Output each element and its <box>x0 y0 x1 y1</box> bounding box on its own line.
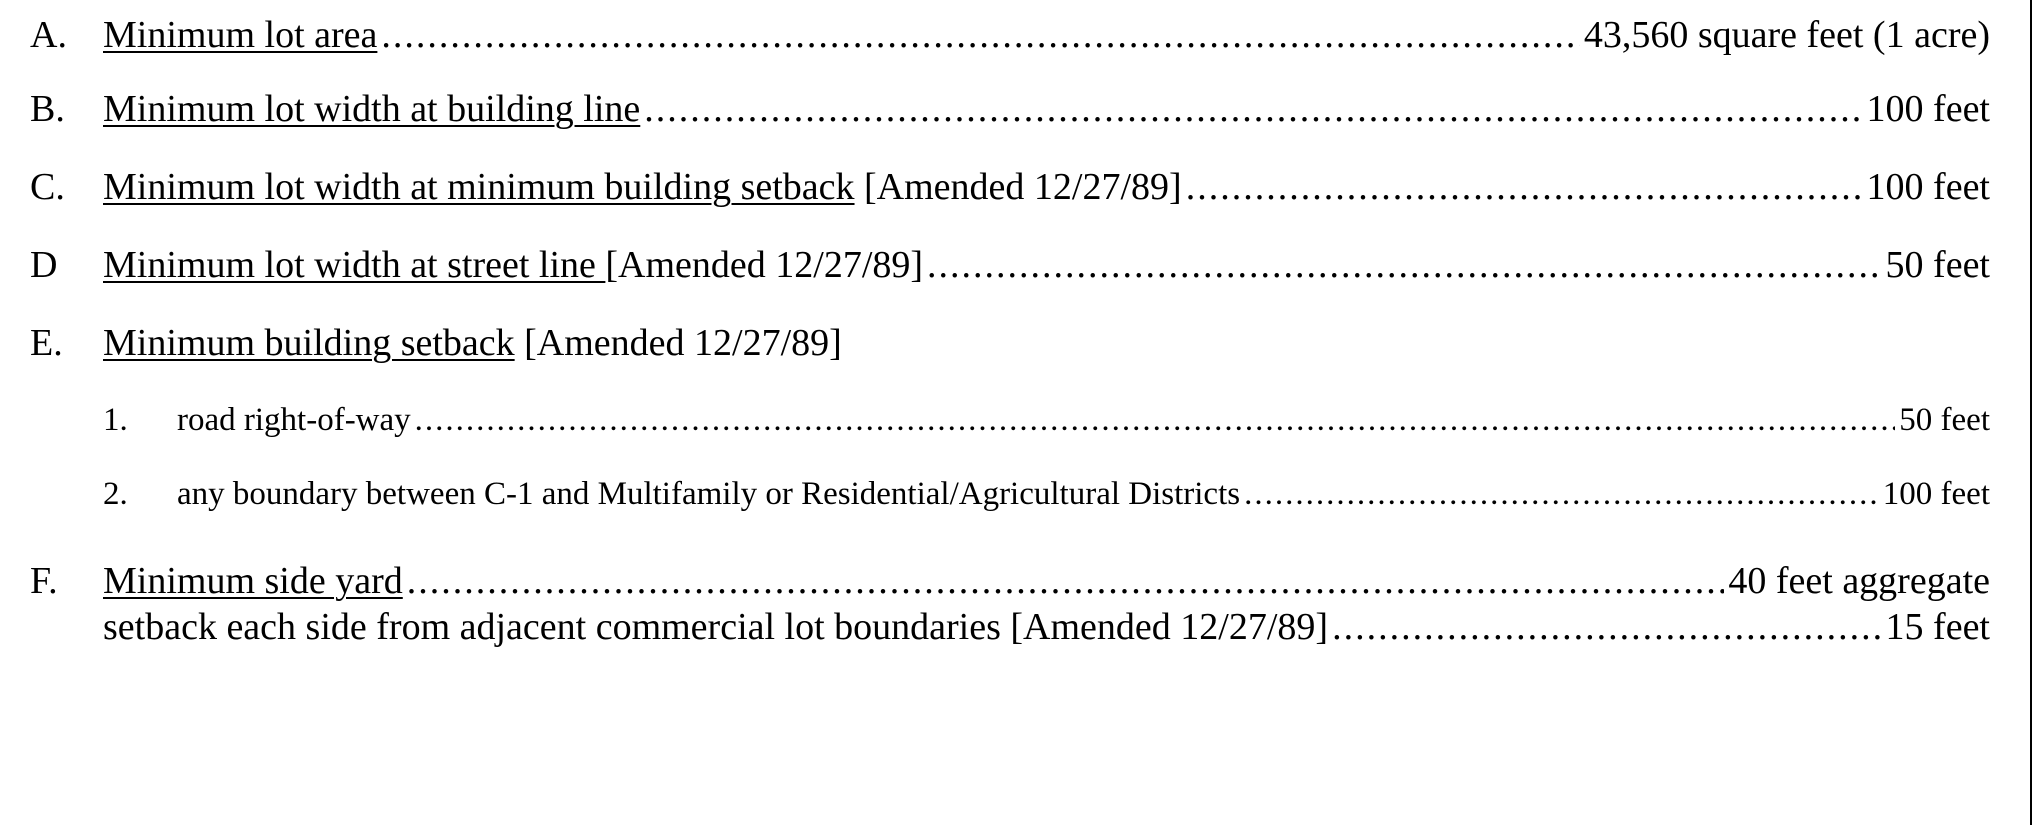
item-value: 100 feet <box>1866 166 1990 208</box>
subitem-marker: 1. <box>103 402 128 438</box>
dot-leader <box>644 86 1862 132</box>
subitem-text: road right-of-way <box>177 402 411 438</box>
item-marker: B. <box>30 88 65 130</box>
item-value: 40 feet aggregate <box>1728 560 1990 602</box>
item-note: [Amended 12/27/89] <box>514 322 842 364</box>
continuation-value: 15 feet <box>1885 606 1990 648</box>
item-title: Minimum lot width at street line <box>103 244 606 286</box>
item-title: Minimum lot width at minimum building setback <box>103 166 855 208</box>
dot-leader <box>407 558 1725 604</box>
item-title: Minimum lot width at building line <box>103 88 641 130</box>
item-label <box>103 164 1182 210</box>
requirement-e <box>30 320 1990 366</box>
requirement-a <box>30 12 1990 58</box>
item-note: [Amended 12/27/89] <box>605 244 924 286</box>
dot-leader <box>1186 164 1863 210</box>
item-marker: E. <box>30 322 63 364</box>
item-marker: C. <box>30 166 65 208</box>
item-title: Minimum building setback <box>103 322 515 364</box>
item-label <box>103 12 377 58</box>
item-title: Minimum side yard <box>103 560 403 602</box>
dot-leader <box>381 12 1579 58</box>
item-label <box>103 320 842 366</box>
item-title: Minimum lot area <box>103 14 378 56</box>
dot-leader <box>415 400 1896 440</box>
continuation-text: setback each side from adjacent commercial lot boundaries [Amended 12/27/89] <box>103 606 1329 648</box>
requirement-d <box>30 242 1990 288</box>
item-marker: D <box>30 244 58 286</box>
dot-leader <box>1244 474 1879 514</box>
item-value: 43,560 square feet (1 acre) <box>1583 14 1990 56</box>
dot-leader <box>1332 604 1881 650</box>
requirement-e-subitem-2 <box>103 474 1990 514</box>
item-note: [Amended 12/27/89] <box>854 166 1182 208</box>
subitem-marker: 2. <box>103 476 128 512</box>
item-label <box>103 558 403 604</box>
dot-leader <box>927 242 1882 288</box>
requirement-b <box>30 86 1990 132</box>
item-value: 50 feet <box>1885 244 1990 286</box>
page-edge-rule <box>2030 0 2032 825</box>
requirement-c <box>30 164 1990 210</box>
item-label <box>103 86 640 132</box>
item-marker: F. <box>30 560 58 602</box>
subitem-value: 100 feet <box>1882 476 1990 512</box>
item-label <box>103 242 923 288</box>
subitem-value: 50 feet <box>1899 402 1990 438</box>
requirement-e-subitem-1 <box>103 400 1990 440</box>
requirement-f <box>30 558 1990 604</box>
subitem-text: any boundary between C-1 and Multifamily or Residential/Agricultural Districts <box>177 476 1241 512</box>
item-value: 100 feet <box>1866 88 1990 130</box>
item-marker: A. <box>30 14 67 56</box>
requirement-f-continuation <box>103 604 1990 650</box>
